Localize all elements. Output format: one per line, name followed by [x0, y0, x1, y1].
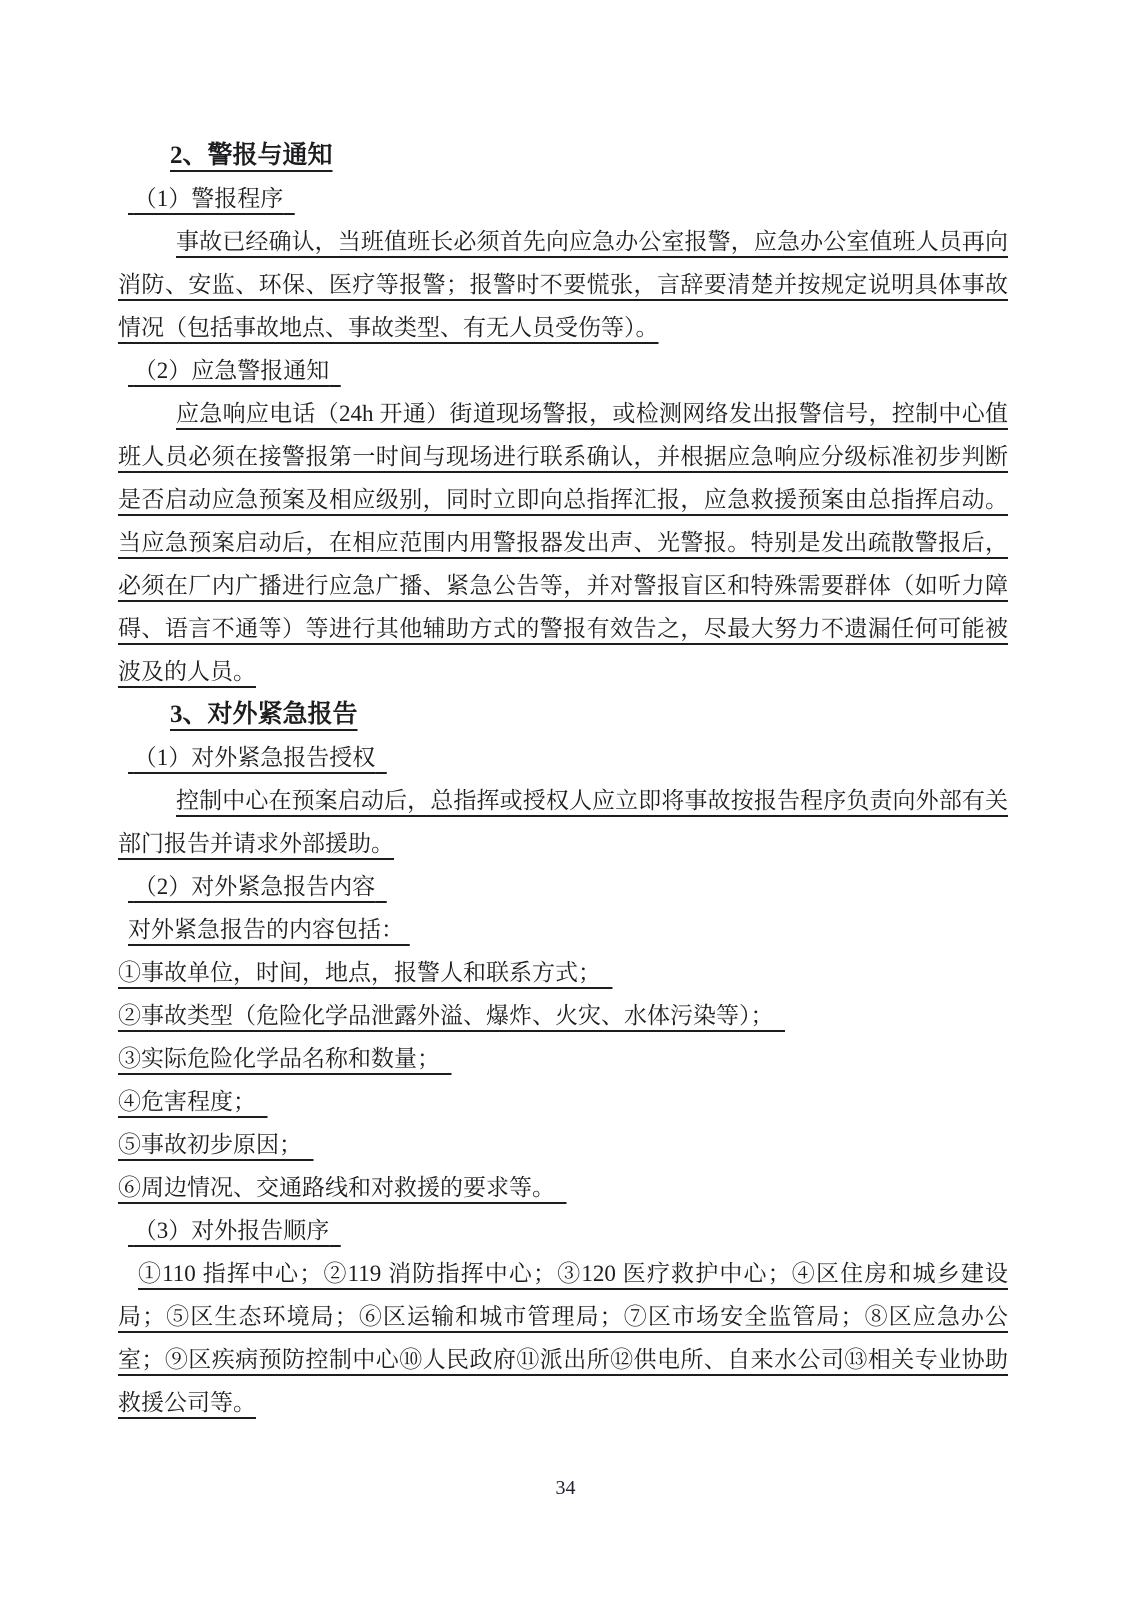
subheading: （3）对外报告顺序 — [133, 1218, 330, 1243]
list-item: ⑥周边情况、交通路线和对救援的要求等。 — [118, 1175, 555, 1200]
list-item: ⑤事故初步原因； — [118, 1132, 302, 1157]
lead: 对外紧急报告的内容包括： — [128, 917, 404, 942]
paragraph: 事故已经确认，当班值班长必须首先向应急办公室报警，应急办公室值班人员再向消防、安监、环保、医疗等报警；报警时不要慌张，言辞要清楚并按规定说明具体事故情况（包括事故地点、事故类型、有无人员受伤等）。 — [118, 229, 1008, 340]
list-item: ②事故类型（危险化学品泄露外溢、爆炸、火灾、水体污染等）； — [118, 1003, 774, 1028]
paragraph-small: ①110 指挥中心；②119 消防指挥中心；③120 医疗救护中心；④区住房和城乡建设局；⑤区生态环境局；⑥区运输和城市管理局；⑦区市场安全监管局；⑧区应急办公室；⑨区疾病预防控制中心⑩人民政府⑪派出所⑫供电所、自来水公司⑬相关专业协助救援公司等。 — [118, 1261, 1008, 1415]
paragraph: 控制中心在预案启动后，总指挥或授权人应立即将事故按报告程序负责向外部有关部门报告并请求外部援助。 — [118, 788, 1008, 856]
paragraph: 应急响应电话（24h 开通）街道现场警报，或检测网络发出报警信号，控制中心值班人员必须在接警报第一时间与现场进行联系确认，并根据应急响应分级标准初步判断是否启动应急预案及相应级别，同时立即向总指挥汇报，应急救援预案由总指挥启动。当应急预案启动后，在相应范围内用警报器发出声、光警报。特别是发出疏散警报后，必须在厂内广播进行应急广播、紧急公告等，并对警报盲区和特殊需要群体（如听力障碍、语言不通等）等进行其他辅助方式的警报有效告之，尽最大努力不遗漏任何可能被波及的人员。 — [118, 401, 1008, 684]
page-number: 34 — [555, 1477, 576, 1499]
subheading: （1）对外紧急报告授权 — [133, 745, 376, 770]
heading: 2、警报与通知 — [170, 142, 333, 169]
subheading: （2）对外紧急报告内容 — [133, 874, 376, 899]
subheading: （1）警报程序 — [133, 186, 284, 211]
list-item: ③实际危险化学品名称和数量； — [118, 1046, 440, 1071]
document-content — [118, 134, 1008, 1424]
list-item: ④危害程度； — [118, 1089, 256, 1114]
heading: 3、对外紧急报告 — [170, 701, 358, 728]
subheading: （2）应急警报通知 — [133, 358, 330, 383]
list-item: ①事故单位，时间，地点，报警人和联系方式； — [118, 960, 601, 985]
